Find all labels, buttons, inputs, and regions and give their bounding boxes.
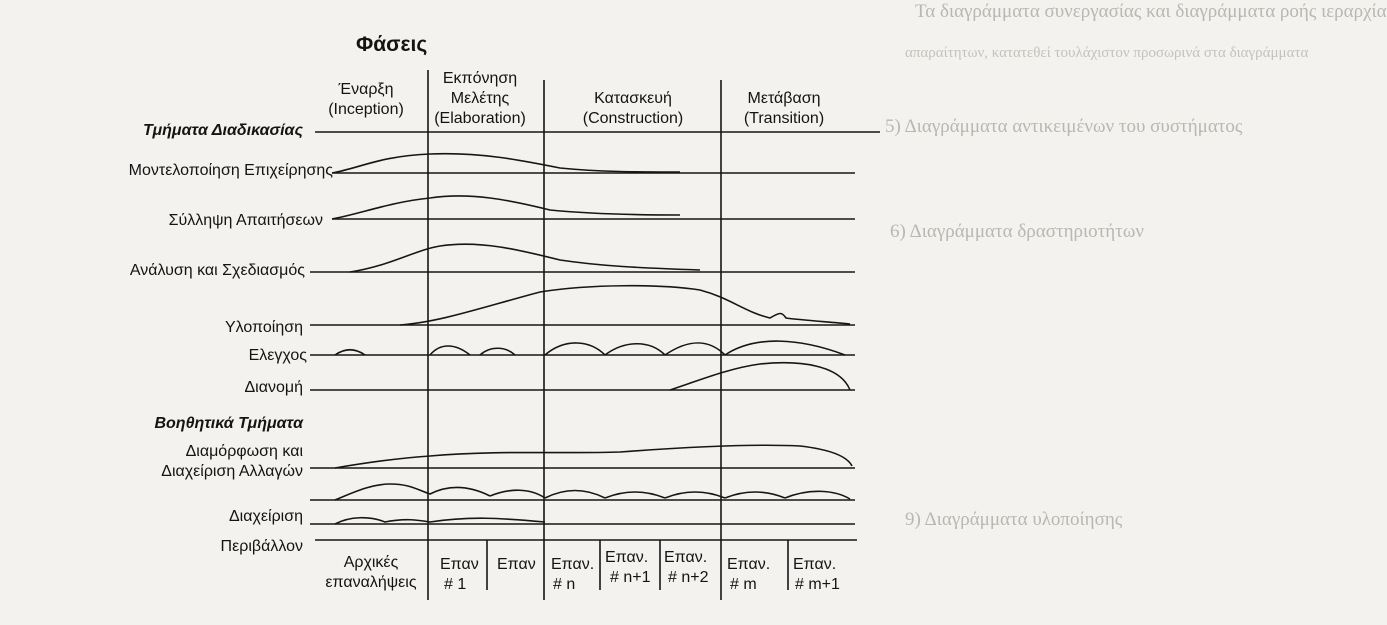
iteration-initial-label: επαναλήψεις (325, 574, 417, 591)
phase-elaboration-label: Εκπόνηση (442, 70, 518, 87)
phase-inception-label: Έναρξη (338, 81, 394, 98)
phase-inception-sublabel: (Inception) (328, 101, 404, 118)
iteration-label: Επαν (440, 556, 479, 573)
process-workflows-header: Τμήματα Διαδικασίας (143, 122, 303, 139)
workflow-curve (335, 341, 845, 355)
workflow-curve (335, 518, 545, 524)
phase-transition-sublabel: (Transition) (743, 110, 825, 127)
iteration-label: Επαν. (664, 549, 708, 566)
phase-elaboration-sublabel: (Elaboration) (434, 110, 526, 127)
phase-elaboration-label: Μελέτης (450, 90, 510, 107)
phase-construction-label: Κατασκευή (594, 90, 672, 107)
workflow-label-environment: Διαχείριση (228, 508, 303, 525)
workflow-curve (670, 363, 850, 390)
iteration-number: # n+1 (610, 569, 651, 586)
iteration-number: # n (553, 576, 576, 593)
workflow-curve (332, 154, 680, 173)
workflow-label-requirements: Σύλληψη Απαιτήσεων (168, 212, 323, 229)
workflow-curve (332, 196, 680, 219)
background-text: Τα διαγράμματα συνεργασίας και διαγράμματα ροής ιεραρχία (915, 1, 1387, 22)
background-text: απαραίτητων, κατατεθεί τουλάχιστον προσωρινά στα διαγράμματα (905, 45, 1309, 61)
diagram-title: Φάσεις (356, 33, 428, 56)
workflow-label-configuration: Διαμόρφωση και (185, 443, 303, 460)
iteration-label: Επαν. (605, 549, 649, 566)
iteration-number: # 1 (444, 576, 467, 593)
workflow-label-analysis-design: Ανάλυση και Σχεδιασμός (129, 262, 305, 279)
iteration-number: # m (730, 576, 757, 593)
supporting-workflows-header: Βοηθητικά Τμήματα (154, 415, 303, 432)
workflow-label-business-modeling: Μοντελοποίηση Επιχείρησης (128, 162, 333, 179)
workflow-label-deployment: Διανομή (244, 379, 303, 396)
workflow-label-test: Ελεγχος (248, 347, 307, 364)
iteration-number: # m+1 (795, 576, 840, 593)
iteration-number: # n+2 (668, 569, 709, 586)
iteration-initial-label: Αρχικές (343, 554, 399, 571)
phase-construction-sublabel: (Construction) (582, 110, 684, 127)
background-text: 5) Διαγράμματα αντικειμένων του συστήματος (885, 116, 1243, 137)
background-text: 6) Διαγράμματα δραστηριοτήτων (890, 221, 1144, 242)
workflow-curve (335, 445, 852, 468)
iteration-label: Επαν (497, 556, 536, 573)
workflow-label-implementation: Υλοποίηση (224, 319, 303, 336)
workflow-label-configuration: Διαχείριση Αλλαγών (161, 463, 303, 480)
iteration-label: Επαν. (551, 556, 595, 573)
workflow-curve (350, 244, 700, 272)
phase-transition-label: Μετάβαση (747, 90, 821, 107)
workflow-curve (335, 484, 850, 500)
workflow-label-environment: Περιβάλλον (220, 538, 303, 555)
iteration-label: Επαν. (793, 556, 837, 573)
workflow-curve (400, 286, 850, 325)
background-text: 9) Διαγράμματα υλοποίησης (905, 509, 1123, 530)
iteration-label: Επαν. (727, 556, 771, 573)
